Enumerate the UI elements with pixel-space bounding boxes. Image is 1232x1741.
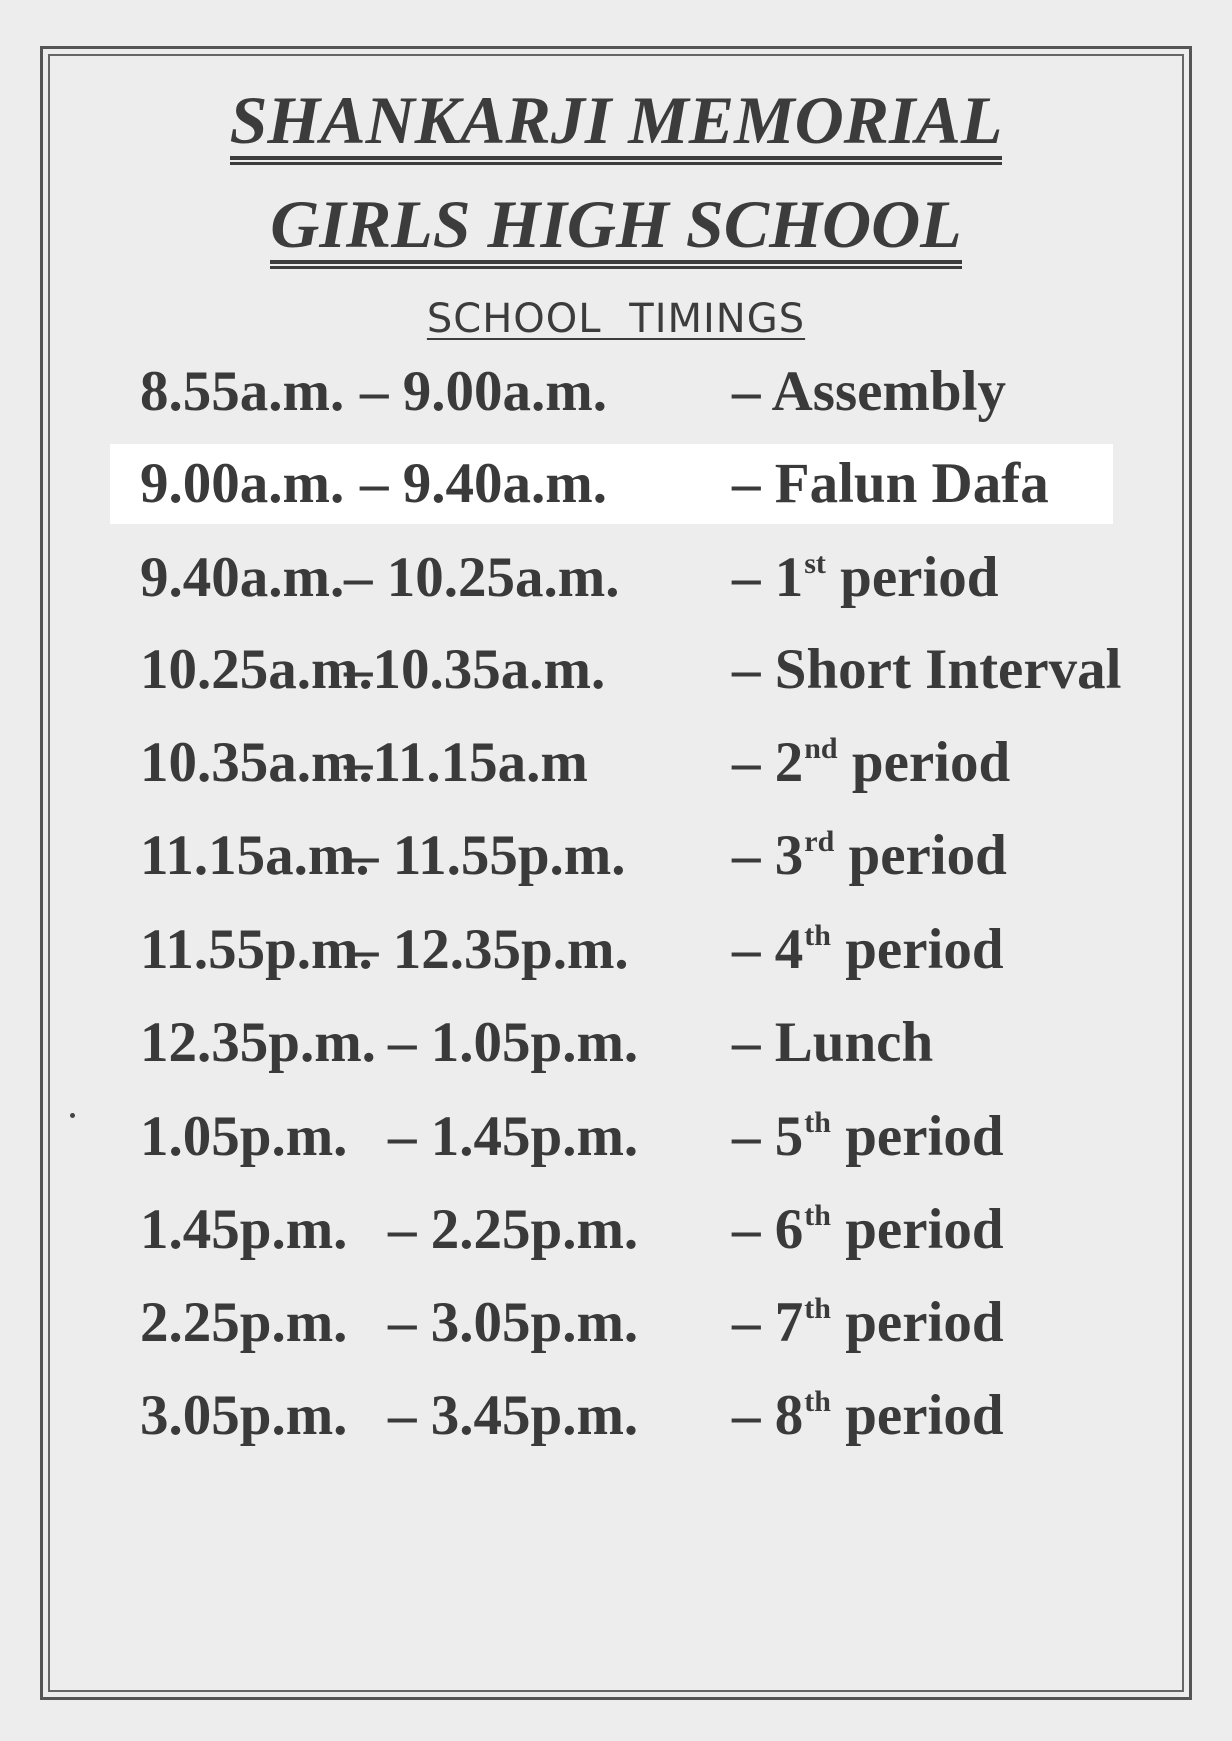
timetable-row	[110, 538, 1110, 618]
end-time: – 9.00a.m.	[360, 360, 607, 423]
activity-label: – 6	[732, 1198, 804, 1261]
end-time: – 12.35p.m.	[350, 918, 629, 981]
end-time: – 11.55p.m.	[350, 824, 626, 887]
period-word: period	[830, 1291, 1004, 1354]
ordinal-suffix: rd	[804, 825, 835, 858]
end-time: –10.35a.m.	[344, 638, 606, 701]
activity	[732, 444, 1049, 524]
start-time: 8.55a.m.	[140, 360, 345, 423]
timetable-row	[110, 1283, 1110, 1363]
timetable-row	[110, 1003, 1110, 1083]
end-time: – 9.40a.m.	[360, 452, 607, 515]
timetable-row	[110, 1376, 1110, 1456]
timetable-row	[110, 352, 1110, 432]
ordinal-suffix: th	[804, 919, 831, 952]
start-time: 12.35p.m.	[140, 1011, 376, 1074]
activity-label: – 1	[732, 546, 804, 609]
end-time: – 3.05p.m.	[388, 1291, 639, 1354]
activity-label: – 8	[732, 1384, 804, 1447]
activity-label: – 2	[732, 731, 804, 794]
activity-label: – Short Interval	[732, 638, 1122, 701]
timetable-row	[110, 816, 1110, 896]
subtitle-school-timings: SCHOOL TIMINGS	[426, 296, 806, 342]
timetable-row	[110, 1097, 1110, 1177]
timetable-row	[110, 444, 1110, 524]
activity-label: – 5	[732, 1105, 804, 1168]
activity	[732, 910, 1004, 990]
ordinal-suffix: th	[804, 1106, 831, 1139]
end-time: – 1.45p.m.	[388, 1105, 639, 1168]
activity	[732, 816, 1007, 896]
activity	[732, 1097, 1004, 1177]
period-word: period	[830, 918, 1004, 981]
activity-label: – Falun Dafa	[732, 452, 1049, 515]
ordinal-suffix: nd	[804, 732, 838, 765]
end-time: –11.15a.m	[344, 731, 588, 794]
period-word: period	[830, 1384, 1004, 1447]
end-time: – 2.25p.m.	[388, 1198, 639, 1261]
activity	[732, 352, 1006, 432]
activity	[732, 723, 1010, 803]
start-time: 3.05p.m.	[140, 1384, 348, 1447]
activity-label: – 3	[732, 824, 804, 887]
ordinal-suffix: th	[804, 1199, 831, 1232]
timetable-row	[110, 723, 1110, 803]
period-word: period	[837, 731, 1011, 794]
start-time: 9.40a.m.	[140, 546, 345, 609]
start-time: 11.55p.m.	[140, 918, 373, 981]
start-time: 11.15a.m.	[140, 824, 370, 887]
activity-label: – Assembly	[732, 360, 1006, 423]
scan-speck	[70, 1113, 75, 1118]
period-word: period	[834, 824, 1007, 887]
ordinal-suffix: th	[804, 1292, 831, 1325]
school-name-line2: GIRLS HIGH SCHOOL	[270, 186, 962, 262]
activity	[732, 1003, 933, 1083]
start-time: 2.25p.m.	[140, 1291, 348, 1354]
activity	[732, 1376, 1004, 1456]
end-time: – 10.25a.m.	[344, 546, 620, 609]
activity-label: – 4	[732, 918, 804, 981]
period-word: period	[830, 1105, 1004, 1168]
start-time: 1.45p.m.	[140, 1198, 348, 1261]
start-time: 10.35a.m.	[140, 731, 373, 794]
activity	[732, 1283, 1004, 1363]
start-time: 9.00a.m.	[140, 452, 345, 515]
end-time: – 3.45p.m.	[388, 1384, 639, 1447]
activity	[732, 630, 1121, 710]
timetable-row	[110, 630, 1122, 710]
period-word: period	[825, 546, 999, 609]
ordinal-suffix: th	[804, 1385, 831, 1418]
period-word: period	[830, 1198, 1004, 1261]
start-time: 1.05p.m.	[140, 1105, 348, 1168]
activity-label: – Lunch	[732, 1011, 934, 1074]
school-name-line1: SHANKARJI MEMORIAL	[229, 82, 1003, 158]
end-time: – 1.05p.m.	[388, 1011, 639, 1074]
timetable-row	[110, 910, 1110, 990]
activity	[732, 538, 999, 618]
activity-label: – 7	[732, 1291, 804, 1354]
start-time: 10.25a.m.	[140, 638, 373, 701]
timetable-row	[110, 1190, 1110, 1270]
activity	[732, 1190, 1004, 1270]
ordinal-suffix: st	[804, 547, 826, 580]
